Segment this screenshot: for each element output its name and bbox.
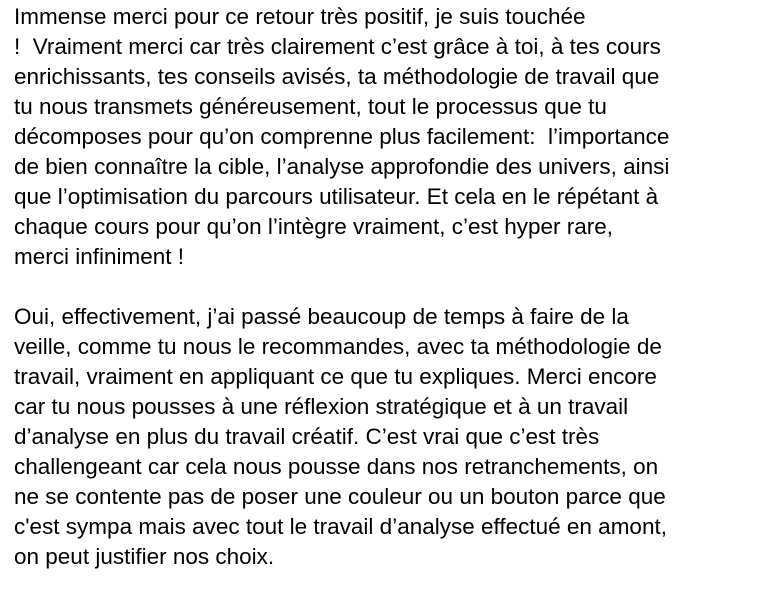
text-line: décomposes pour qu’on comprenne plus facilement: l’importance [14, 124, 670, 149]
text-line: car tu nous pousses à une réflexion stratégique et à un travail [14, 394, 629, 419]
text-line: que l’optimisation du parcours utilisateur. Et cela en le répétant à [14, 184, 659, 209]
text-line: d’analyse en plus du travail créatif. C’est vrai que c’est très [14, 424, 600, 449]
paragraph-2 [14, 302, 778, 572]
paragraph-gap [14, 272, 778, 302]
text-line: veille, comme tu nous le recommandes, avec ta méthodologie de [14, 334, 662, 359]
text-line: on peut justifier nos choix. [14, 544, 275, 569]
text-line: ne se contente pas de poser une couleur ou un bouton parce que [14, 484, 666, 509]
document-body [14, 2, 778, 572]
text-line: de bien connaître la cible, l’analyse approfondie des univers, ainsi [14, 154, 670, 179]
text-line: enrichissants, tes conseils avisés, ta méthodologie de travail que [14, 64, 660, 89]
text-line: merci infiniment ! [14, 244, 185, 269]
text-line: ! Vraiment merci car très clairement c’est grâce à toi, à tes cours [14, 34, 661, 59]
text-line: challengeant car cela nous pousse dans nos retranchements, on [14, 454, 659, 479]
text-line: tu nous transmets généreusement, tout le processus que tu [14, 94, 607, 119]
text-line: c'est sympa mais avec tout le travail d’analyse effectué en amont, [14, 514, 667, 539]
text-line: Immense merci pour ce retour très positif, je suis touchée [14, 4, 586, 29]
paragraph-1 [14, 2, 778, 272]
text-line: travail, vraiment en appliquant ce que tu expliques. Merci encore [14, 364, 657, 389]
text-line: Oui, effectivement, j’ai passé beaucoup de temps à faire de la [14, 304, 629, 329]
text-line: chaque cours pour qu’on l’intègre vraiment, c’est hyper rare, [14, 214, 614, 239]
